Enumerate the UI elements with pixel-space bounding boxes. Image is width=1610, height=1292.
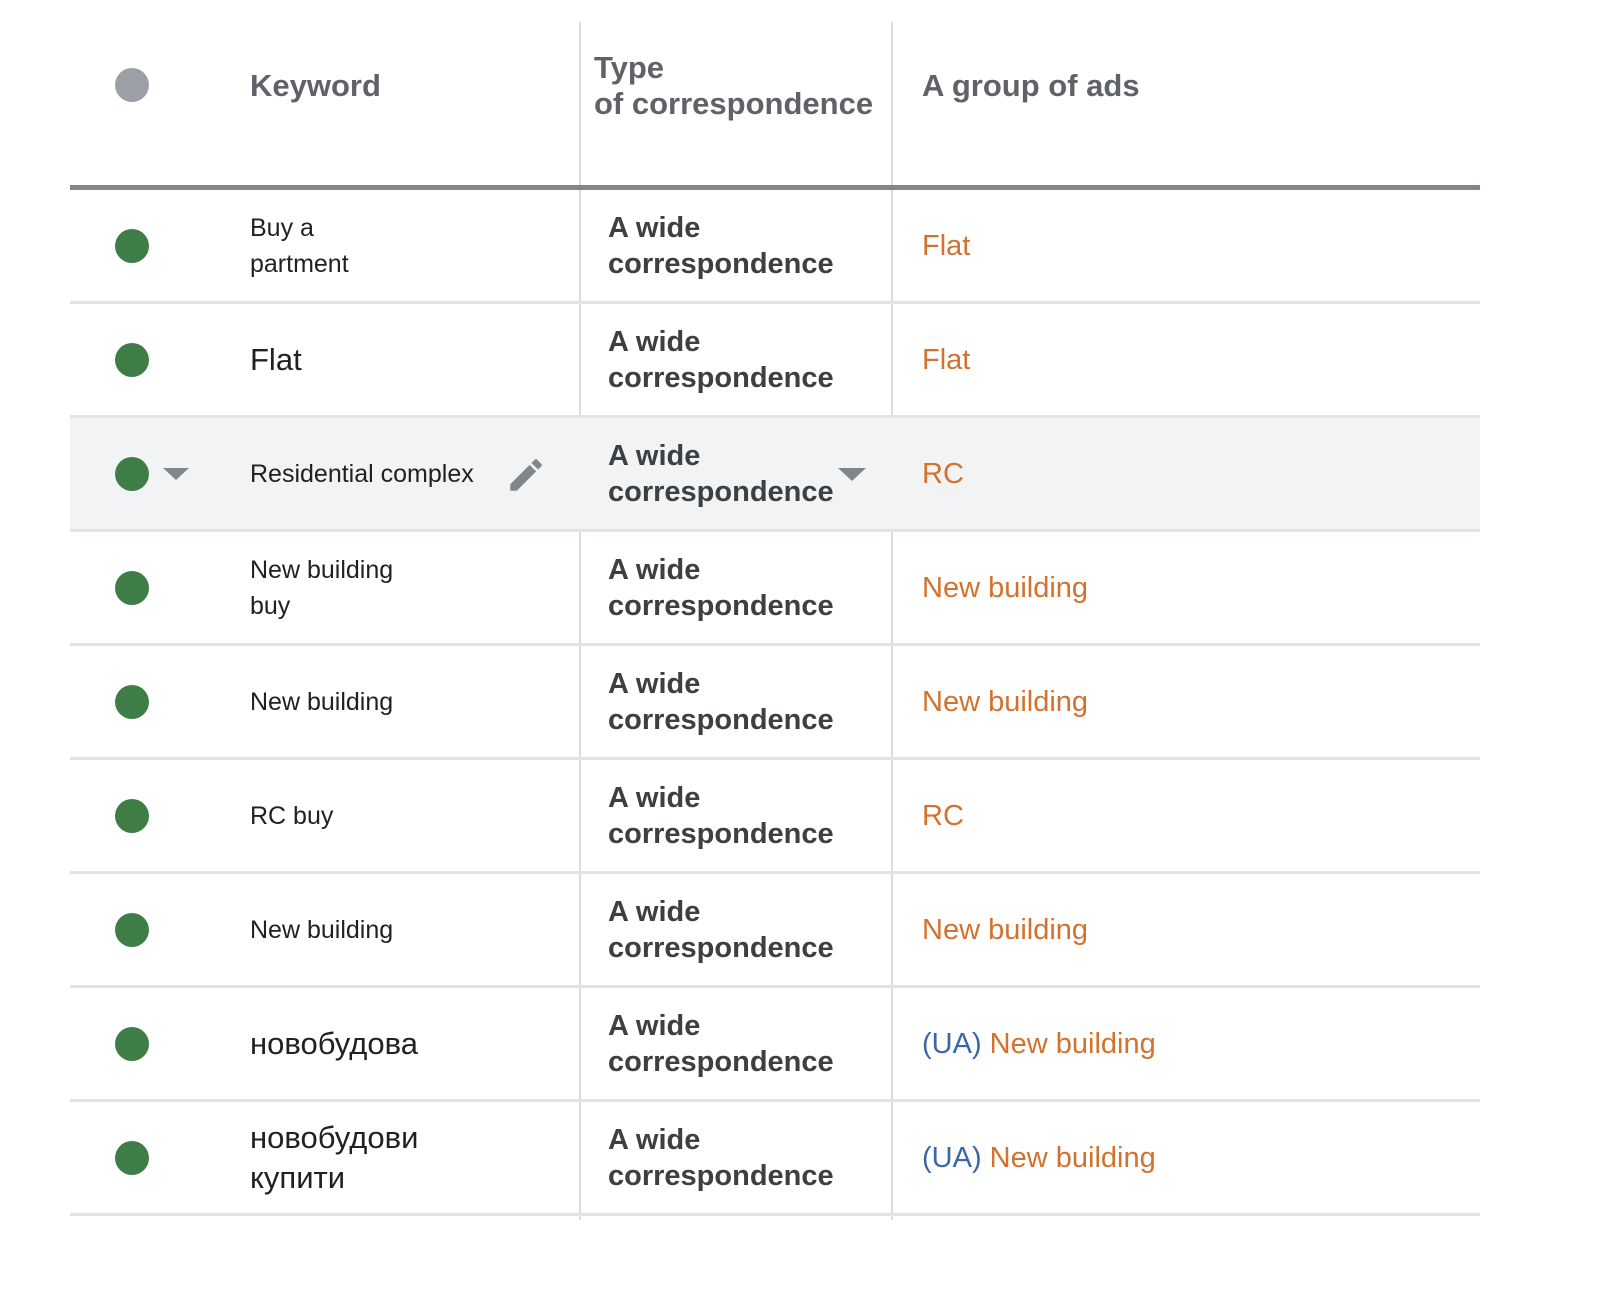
table-header [70, 0, 1480, 190]
keyword-text-line1: новобудова [250, 1025, 418, 1061]
keyword-text-line1: Buy a [250, 213, 314, 242]
status-header-icon[interactable] [115, 68, 149, 102]
keyword-text-line2: partment [250, 249, 349, 278]
match-type-cell[interactable] [608, 874, 888, 985]
ad-group-link[interactable] [922, 988, 1462, 1099]
ad-group-name: New building [989, 1027, 1156, 1060]
ad-group-link[interactable]: RC [922, 457, 964, 490]
table-row [70, 304, 1480, 418]
status-enabled-icon[interactable] [115, 1141, 149, 1175]
match-type-line2: correspondence [608, 247, 834, 280]
status-enabled-icon[interactable] [115, 799, 149, 833]
match-type-line2: correspondence [608, 1045, 834, 1078]
keyword-cell[interactable] [250, 190, 570, 301]
ad-group-language-prefix: (UA) [922, 1027, 982, 1060]
match-type-line1: A wide [608, 553, 701, 586]
ad-group-link[interactable]: New building [922, 913, 1089, 946]
keyword-text-line1: New building [250, 915, 394, 944]
match-type-line1: A wide [608, 325, 701, 358]
match-type-cell[interactable] [608, 1102, 888, 1213]
status-enabled-icon[interactable] [115, 343, 149, 377]
keyword-text-line1: New building [250, 555, 394, 584]
keyword-column-header[interactable]: Keyword [250, 68, 381, 103]
status-enabled-icon[interactable] [115, 229, 149, 263]
ad-group-link[interactable]: New building [922, 685, 1089, 718]
ad-group-link[interactable]: RC [922, 799, 964, 832]
table-row [70, 1102, 1480, 1216]
match-type-line1: A wide [608, 667, 701, 700]
table-row [70, 760, 1480, 874]
match-type-header-line1: Type [594, 50, 665, 85]
status-enabled-icon[interactable] [115, 457, 149, 491]
keyword-text-line2: buy [250, 591, 291, 620]
keyword-text-line1: Residential complex [250, 459, 474, 488]
keyword-text-line1: New building [250, 687, 394, 716]
match-type-cell[interactable] [608, 532, 888, 643]
table-row [70, 988, 1480, 1102]
table-row [70, 646, 1480, 760]
ad-group-link[interactable]: Flat [922, 229, 971, 262]
match-type-line2: correspondence [608, 931, 834, 964]
keyword-cell[interactable] [250, 874, 570, 985]
ad-group-column-header[interactable]: A group of ads [922, 68, 1140, 103]
keyword-cell[interactable] [250, 532, 570, 643]
match-type-cell[interactable] [608, 304, 888, 415]
keyword-cell[interactable] [250, 988, 570, 1099]
status-dropdown-caret-icon[interactable] [163, 468, 189, 480]
table-row [70, 190, 1480, 304]
match-type-caret-down-icon[interactable] [838, 468, 866, 481]
match-type-header-line2: of correspondence [594, 86, 874, 121]
match-type-line2: correspondence [608, 475, 834, 508]
keyword-text-line1: новобудови [250, 1119, 419, 1155]
table-row [70, 532, 1480, 646]
match-type-cell[interactable] [608, 190, 888, 301]
pencil-icon[interactable] [505, 454, 547, 496]
match-type-line2: correspondence [608, 1159, 834, 1192]
match-type-line1: A wide [608, 211, 701, 244]
ad-group-link[interactable]: Flat [922, 343, 971, 376]
match-type-line1: A wide [608, 781, 701, 814]
keyword-cell[interactable] [250, 1102, 570, 1213]
match-type-line2: correspondence [608, 817, 834, 850]
match-type-cell[interactable] [608, 646, 888, 757]
match-type-line1: A wide [608, 1123, 701, 1156]
match-type-line1: A wide [608, 895, 701, 928]
match-type-cell[interactable] [608, 760, 888, 871]
keyword-cell[interactable] [250, 760, 570, 871]
table-row-hovered [70, 418, 1480, 532]
ad-group-language-prefix: (UA) [922, 1141, 982, 1174]
status-enabled-icon[interactable] [115, 1027, 149, 1061]
ad-group-name: New building [989, 1141, 1156, 1174]
table-row [70, 874, 1480, 988]
match-type-line2: correspondence [608, 589, 834, 622]
match-type-line1: A wide [608, 439, 701, 472]
status-enabled-icon[interactable] [115, 913, 149, 947]
keyword-text-line1: Flat [250, 341, 302, 377]
match-type-line2: correspondence [608, 361, 834, 394]
match-type-column-header[interactable] [594, 50, 873, 122]
match-type-line2: correspondence [608, 703, 834, 736]
keywords-table [70, 0, 1480, 1216]
ad-group-link[interactable]: New building [922, 571, 1089, 604]
match-type-cell[interactable] [608, 988, 888, 1099]
keyword-text-line1: RC buy [250, 801, 334, 830]
keyword-text-line2: купити [250, 1159, 346, 1195]
keyword-cell[interactable] [250, 304, 570, 415]
status-enabled-icon[interactable] [115, 571, 149, 605]
ad-group-link[interactable] [922, 1102, 1462, 1213]
keyword-cell[interactable] [250, 646, 570, 757]
status-enabled-icon[interactable] [115, 685, 149, 719]
match-type-line1: A wide [608, 1009, 701, 1042]
